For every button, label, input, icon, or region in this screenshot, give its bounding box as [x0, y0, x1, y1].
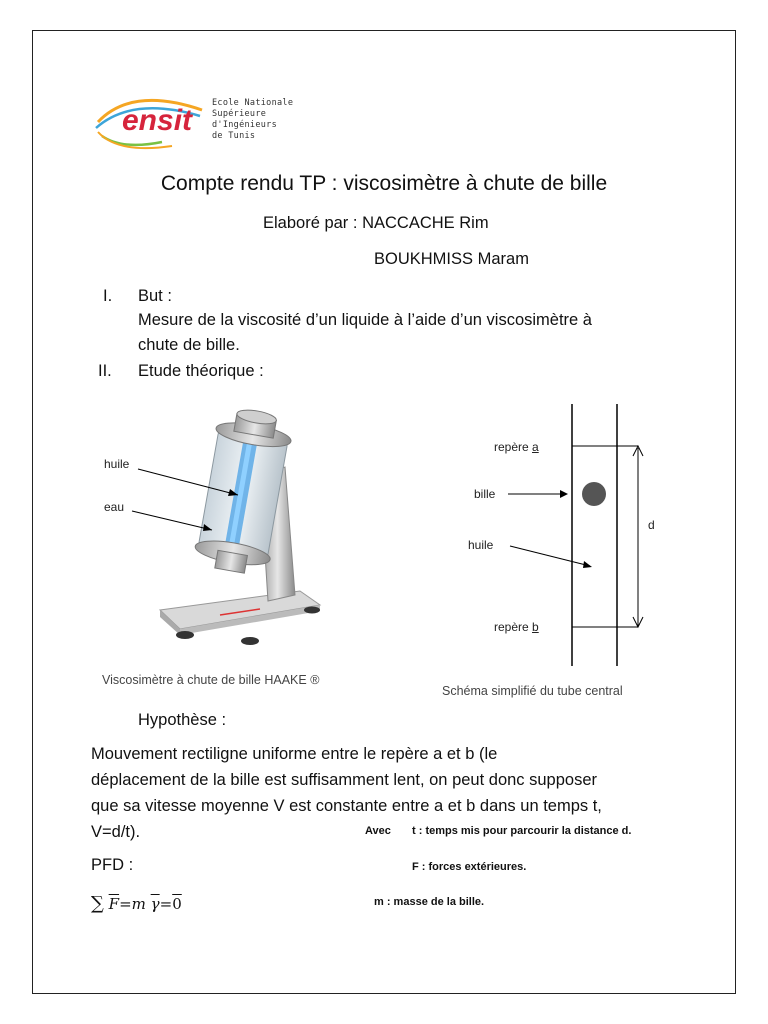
logo-line: d'Ingénieurs — [212, 120, 278, 130]
equals-1: = — [119, 895, 132, 913]
logo-line: de Tunis — [212, 131, 256, 141]
section-body-line: Mesure de la viscosité d’un liquide à l’aide d’un viscosimètre à — [138, 311, 592, 329]
logo-line: Ecole Nationale — [212, 98, 294, 108]
hypothesis-line: Mouvement rectiligne uniforme entre le repère a et b (le — [91, 745, 498, 763]
equals-2: = — [159, 895, 173, 913]
section-body-line: chute de bille. — [138, 336, 240, 354]
viscometer-caption: Viscosimètre à chute de bille HAAKE ® — [102, 673, 320, 687]
note-forces: F : forces extérieures. — [412, 861, 527, 873]
label-water: eau — [104, 500, 125, 514]
section-number: I. — [103, 287, 113, 305]
vector-f: $\overline{F}$ — [108, 895, 120, 913]
authors-prefix: Elaboré par : — [263, 214, 363, 232]
ensit-logo-graphic — [92, 92, 212, 152]
hypothesis-line: déplacement de la bille est suffisamment lent, on peut donc supposer — [91, 771, 598, 789]
section-number: II. — [98, 362, 112, 380]
pfd-formula — [91, 893, 182, 914]
school-logo — [92, 92, 297, 152]
tube-caption: Schéma simplifié du tube central — [442, 684, 623, 698]
vector-zero: 0 — [172, 895, 182, 913]
note-avec: Avec — [365, 825, 391, 837]
label-tube-oil: huile — [468, 538, 494, 552]
vector-gamma: $\overline{\gamma}$ — [150, 895, 160, 913]
note-mass: m : masse de la bille. — [374, 896, 485, 908]
label-mark-b-letter: b — [532, 620, 539, 634]
hypothesis-line: V=d/t). — [91, 823, 141, 841]
tube-diagram — [440, 400, 680, 670]
hypothesis-line: que sa vitesse moyenne V est constante entre a et b dans un temps t, — [91, 797, 602, 815]
author-2: BOUKHMISS Maram — [374, 250, 529, 268]
label-mark-b-prefix: repère — [494, 620, 533, 634]
label-mark-a — [494, 440, 539, 454]
label-mark-a-prefix: repère — [494, 440, 533, 454]
section-heading: Etude théorique : — [138, 362, 264, 380]
note-time: t : temps mis pour parcourir la distance d. — [412, 825, 632, 837]
label-mark-b — [494, 620, 539, 634]
hypothesis-heading: Hypothèse : — [138, 711, 227, 729]
mass-m: m — [131, 895, 146, 913]
logo-school-name — [212, 98, 293, 142]
author-1: NACCACHE Rim — [362, 214, 489, 232]
label-mark-a-letter: a — [532, 440, 539, 454]
section-heading: But : — [138, 287, 172, 305]
authors-line — [263, 210, 489, 236]
viscometer-figure — [100, 405, 390, 695]
pfd-label: PFD : — [91, 856, 134, 874]
viscometer-illustration — [100, 405, 390, 655]
label-oil: huile — [104, 457, 130, 471]
tube-schematic — [440, 400, 680, 705]
label-ball: bille — [474, 487, 496, 501]
sum-symbol: ∑ — [91, 893, 104, 914]
logo-line: Supérieure — [212, 109, 267, 119]
document-title: Compte rendu TP : viscosimètre à chute de bille — [160, 172, 608, 195]
label-distance-d: d — [648, 518, 655, 532]
logo-brand: ensit — [122, 104, 193, 137]
